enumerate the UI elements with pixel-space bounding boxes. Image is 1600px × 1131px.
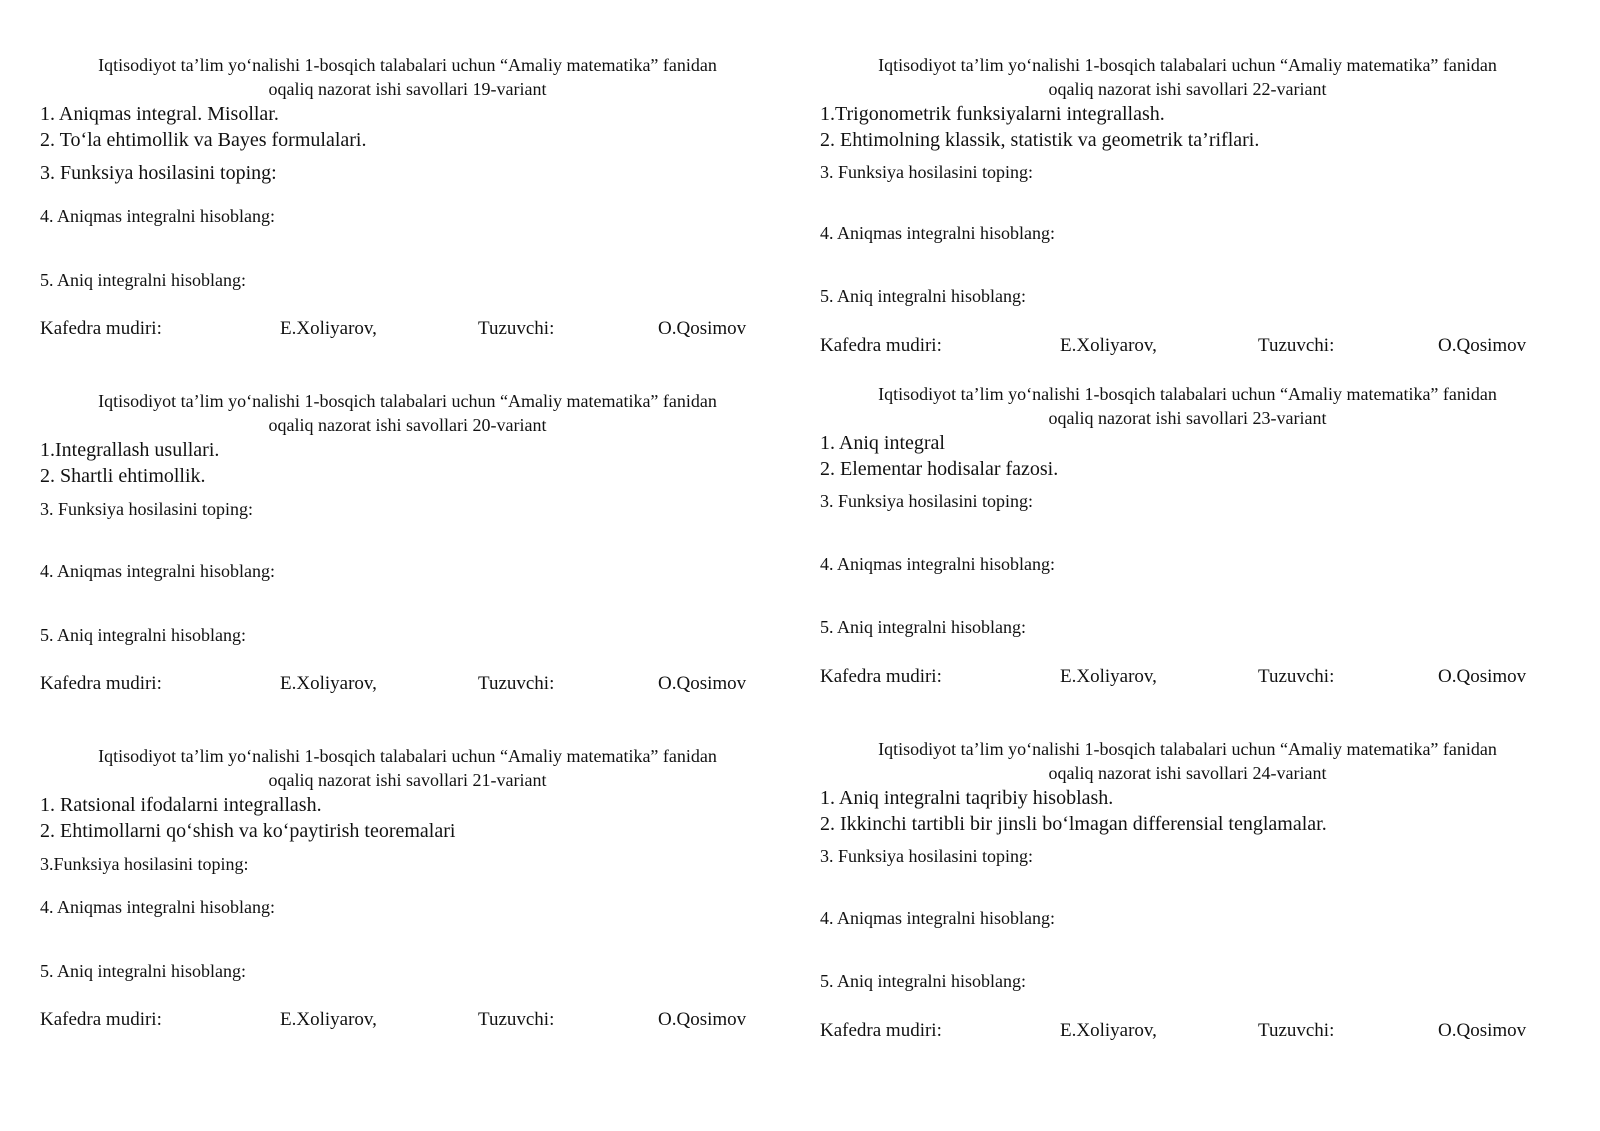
head-label: Kafedra mudiri: [820, 666, 942, 687]
question-1: 1. Ratsional ifodalarni integrallash. [40, 794, 322, 816]
question-2: 2. To‘la ehtimollik va Bayes formulalari. [40, 129, 367, 151]
head-label: Kafedra mudiri: [820, 1020, 942, 1041]
head-name: E.Xoliyarov, [280, 673, 377, 694]
header-line-1: Iqtisodiyot ta’lim yo‘nalishi 1-bosqich talabalari uchun “Amaliy matematika” fanidan [878, 739, 1497, 759]
question-4: 4. Aniqmas integralni hisoblang: [40, 561, 275, 581]
variant-23-block [820, 382, 1555, 687]
author-name: O.Qosimov [1438, 335, 1527, 356]
head-name: E.Xoliyarov, [1060, 666, 1157, 687]
header-line-1: Iqtisodiyot ta’lim yo‘nalishi 1-bosqich talabalari uchun “Amaliy matematika” fanidan [878, 384, 1497, 404]
author-name: O.Qosimov [658, 318, 747, 339]
head-label: Kafedra mudiri: [40, 1009, 162, 1030]
head-name: E.Xoliyarov, [1060, 1020, 1157, 1041]
author-label: Tuzuvchi: [478, 673, 555, 694]
header-line-2: oqaliq nazorat ishi savollari 22-variant [1048, 79, 1327, 99]
question-1: 1. Aniqmas integral. Misollar. [40, 103, 279, 125]
question-5: 5. Aniq integralni hisoblang: [40, 961, 246, 981]
variant-24-block [820, 737, 1555, 1041]
variant-21-block [40, 744, 775, 1030]
variant-19-block [40, 53, 775, 339]
variant-header [820, 53, 1555, 101]
question-3: 3. Funksiya hosilasini toping: [820, 491, 1034, 511]
signature-row [820, 335, 1555, 359]
question-3: 3.Funksiya hosilasini toping: [40, 854, 249, 874]
author-label: Tuzuvchi: [1258, 666, 1335, 687]
variant-20-block [40, 389, 775, 694]
question-4: 4. Aniqmas integralni hisoblang: [820, 223, 1055, 243]
author-name: O.Qosimov [658, 1009, 747, 1030]
head-label: Kafedra mudiri: [40, 673, 162, 694]
question-2: 2. Elementar hodisalar fazosi. [820, 458, 1059, 480]
header-line-2: oqaliq nazorat ishi savollari 24-variant [1048, 763, 1327, 783]
question-5: 5. Aniq integralni hisoblang: [820, 971, 1026, 991]
question-1: 1.Trigonometrik funksiyalarni integrallash. [820, 103, 1165, 125]
question-1: 1. Aniq integralni taqribiy hisoblash. [820, 787, 1114, 809]
header-line-1: Iqtisodiyot ta’lim yo‘nalishi 1-bosqich talabalari uchun “Amaliy matematika” fanidan [98, 746, 717, 766]
variant-header [40, 389, 775, 437]
question-5: 5. Aniq integralni hisoblang: [40, 625, 246, 645]
head-label: Kafedra mudiri: [820, 335, 942, 356]
question-5: 5. Aniq integralni hisoblang: [40, 270, 246, 290]
header-line-2: oqaliq nazorat ishi savollari 21-variant [268, 770, 547, 790]
question-3: 3. Funksiya hosilasini toping: [820, 162, 1034, 182]
author-label: Tuzuvchi: [1258, 1020, 1335, 1041]
question-4: 4. Aniqmas integralni hisoblang: [820, 908, 1055, 928]
question-2: 2. Shartli ehtimollik. [40, 465, 206, 487]
header-line-2: oqaliq nazorat ishi savollari 19-variant [268, 79, 547, 99]
question-2: 2. Ehtimollarni qo‘shish va ko‘paytirish teoremalari [40, 820, 456, 842]
head-label: Kafedra mudiri: [40, 318, 162, 339]
question-2: 2. Ehtimolning klassik, statistik va geometrik ta’riflari. [820, 129, 1260, 151]
question-1: 1. Aniq integral [820, 432, 945, 454]
question-1: 1.Integrallash usullari. [40, 439, 220, 461]
variant-header [820, 382, 1555, 430]
question-5: 5. Aniq integralni hisoblang: [820, 617, 1026, 637]
header-line-1: Iqtisodiyot ta’lim yo‘nalishi 1-bosqich talabalari uchun “Amaliy matematika” fanidan [98, 55, 717, 75]
question-3: 3. Funksiya hosilasini toping: [40, 499, 254, 519]
question-5: 5. Aniq integralni hisoblang: [820, 286, 1026, 306]
question-3: 3. Funksiya hosilasini toping: [40, 162, 277, 184]
question-4: 4. Aniqmas integralni hisoblang: [40, 897, 275, 917]
signature-row [40, 318, 775, 342]
author-name: O.Qosimov [658, 673, 747, 694]
header-line-1: Iqtisodiyot ta’lim yo‘nalishi 1-bosqich talabalari uchun “Amaliy matematika” fanidan [878, 55, 1497, 75]
variant-22-block [820, 53, 1555, 356]
head-name: E.Xoliyarov, [1060, 335, 1157, 356]
question-2: 2. Ikkinchi tartibli bir jinsli bo‘lmagan differensial tenglamalar. [820, 813, 1327, 835]
author-name: O.Qosimov [1438, 666, 1527, 687]
header-line-2: oqaliq nazorat ishi savollari 20-variant [268, 415, 547, 435]
variant-header [40, 744, 775, 792]
signature-row [40, 1009, 775, 1033]
author-label: Tuzuvchi: [478, 318, 555, 339]
signature-row [40, 673, 775, 697]
head-name: E.Xoliyarov, [280, 1009, 377, 1030]
question-4: 4. Aniqmas integralni hisoblang: [40, 206, 275, 226]
question-3: 3. Funksiya hosilasini toping: [820, 846, 1034, 866]
author-name: O.Qosimov [1438, 1020, 1527, 1041]
head-name: E.Xoliyarov, [280, 318, 377, 339]
question-4: 4. Aniqmas integralni hisoblang: [820, 554, 1055, 574]
variant-header [40, 53, 775, 101]
signature-row [820, 1020, 1555, 1044]
author-label: Tuzuvchi: [478, 1009, 555, 1030]
header-line-1: Iqtisodiyot ta’lim yo‘nalishi 1-bosqich talabalari uchun “Amaliy matematika” fanidan [98, 391, 717, 411]
header-line-2: oqaliq nazorat ishi savollari 23-variant [1048, 408, 1327, 428]
variant-header [820, 737, 1555, 785]
author-label: Tuzuvchi: [1258, 335, 1335, 356]
signature-row [820, 666, 1555, 690]
